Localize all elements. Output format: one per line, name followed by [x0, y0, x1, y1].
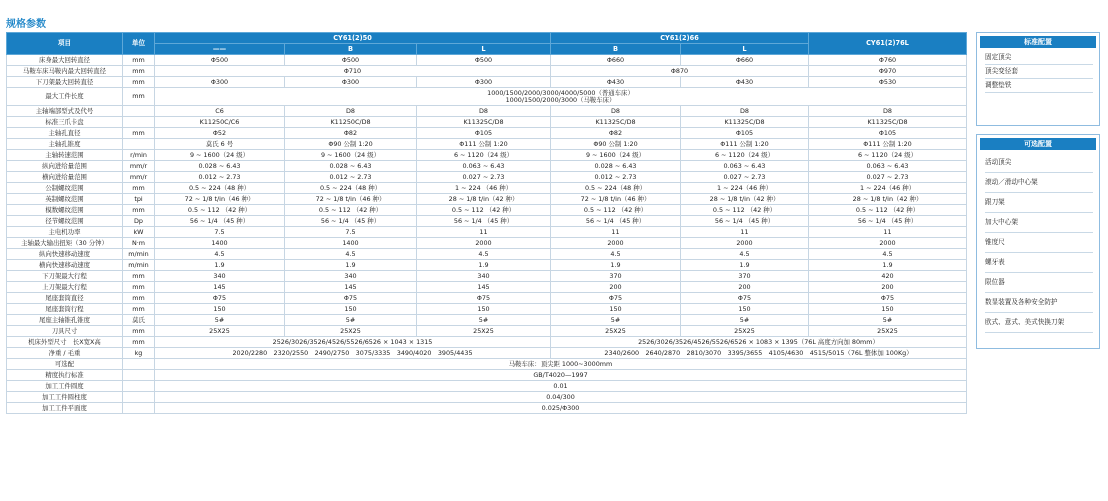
optional-config-item: 锥度尺 — [985, 233, 1093, 253]
table-cell: 0.5 ~ 112 （42 种） — [155, 205, 285, 216]
table-cell: 340 — [155, 271, 285, 282]
table-cell: 0.012 ~ 2.73 — [155, 172, 285, 183]
row-unit — [123, 392, 155, 403]
row-unit: mm — [123, 128, 155, 139]
table-cell: Φ300 — [285, 77, 417, 88]
optional-config-panel — [976, 134, 1100, 349]
standard-config-item: 调整垫铁 — [985, 79, 1093, 93]
header-model-group-3: CY61(2)76L — [809, 33, 967, 55]
row-label: 主轴转速范围 — [7, 150, 123, 161]
table-cell: GB/T4020—1997 — [155, 370, 967, 381]
row-label: 径节螺纹范围 — [7, 216, 123, 227]
page-title: 规格参数 — [6, 19, 46, 30]
row-unit — [123, 381, 155, 392]
table-cell: 72 ~ 1/8 t/in（46 种） — [285, 194, 417, 205]
table-cell: 150 — [551, 304, 681, 315]
table-cell: 7.5 — [155, 227, 285, 238]
table-cell: D8 — [809, 106, 967, 117]
table-row — [7, 216, 967, 227]
table-cell: 1 ~ 224（46 种） — [809, 183, 967, 194]
table-cell: 370 — [551, 271, 681, 282]
table-cell: Φ105 — [809, 128, 967, 139]
table-cell: 9 ~ 1600（24 级） — [551, 150, 681, 161]
optional-config-item: 螺牙表 — [985, 253, 1093, 273]
table-cell: 6 ~ 1120（24 级） — [417, 150, 551, 161]
table-cell: D8 — [681, 106, 809, 117]
table-cell: 56 ~ 1/4 （45 种） — [417, 216, 551, 227]
subheader-cell: B — [551, 44, 681, 55]
table-cell: 5# — [285, 315, 417, 326]
table-cell: Φ90 公制 1:20 — [285, 139, 417, 150]
table-cell: 0.027 ~ 2.73 — [417, 172, 551, 183]
row-unit: mm — [123, 271, 155, 282]
table-cell: 56 ~ 1/4 （45 种） — [155, 216, 285, 227]
table-row — [7, 88, 967, 106]
table-cell: 0.028 ~ 6.43 — [155, 161, 285, 172]
row-unit: kg — [123, 348, 155, 359]
table-cell: 0.063 ~ 6.43 — [681, 161, 809, 172]
table-row — [7, 205, 967, 216]
table-cell: Φ710 — [155, 66, 551, 77]
table-cell: Φ75 — [417, 293, 551, 304]
row-unit — [123, 359, 155, 370]
row-label: 主轴端部型式及代号 — [7, 106, 123, 117]
row-unit: mm/r — [123, 161, 155, 172]
table-cell: 11 — [551, 227, 681, 238]
table-cell: 200 — [551, 282, 681, 293]
table-cell: 1.9 — [155, 260, 285, 271]
table-cell: 25X25 — [417, 326, 551, 337]
table-row — [7, 172, 967, 183]
table-cell: 145 — [417, 282, 551, 293]
table-cell: Φ300 — [155, 77, 285, 88]
table-cell: 150 — [155, 304, 285, 315]
table-cell: 0.063 ~ 6.43 — [417, 161, 551, 172]
row-unit: N·m — [123, 238, 155, 249]
table-cell: Φ75 — [551, 293, 681, 304]
table-cell: Φ530 — [809, 77, 967, 88]
table-cell: 1400 — [155, 238, 285, 249]
row-label: 横向进给量范围 — [7, 172, 123, 183]
table-row — [7, 381, 967, 392]
table-cell: 0.028 ~ 6.43 — [285, 161, 417, 172]
table-cell: 145 — [155, 282, 285, 293]
table-row — [7, 348, 967, 359]
table-cell: Φ660 — [681, 55, 809, 66]
row-label: 精度执行标准 — [7, 370, 123, 381]
table-row — [7, 150, 967, 161]
row-unit: mm — [123, 88, 155, 106]
table-cell: 0.5 ~ 224（48 种） — [155, 183, 285, 194]
table-cell: 0.063 ~ 6.43 — [809, 161, 967, 172]
table-row — [7, 337, 967, 348]
table-cell: 0.5 ~ 112 （42 种） — [551, 205, 681, 216]
table-row — [7, 282, 967, 293]
table-row — [7, 128, 967, 139]
table-cell: 200 — [809, 282, 967, 293]
table-cell: 2000 — [551, 238, 681, 249]
table-cell: 0.01 — [155, 381, 967, 392]
table-cell: 1.9 — [285, 260, 417, 271]
table-cell: 28 ~ 1/8 t/in（42 种） — [681, 194, 809, 205]
table-cell: 2020/2280 2320/2550 2490/2750 3075/3335 3490/4020 3905/4435 — [155, 348, 551, 359]
table-cell: 莫氏 6 号 — [155, 139, 285, 150]
row-label: 加工工件圆柱度 — [7, 392, 123, 403]
table-cell: Φ660 — [551, 55, 681, 66]
table-cell: Φ300 — [417, 77, 551, 88]
table-row — [7, 117, 967, 128]
row-label: 纵向快速移动速度 — [7, 249, 123, 260]
table-cell: 56 ~ 1/4 （45 种） — [681, 216, 809, 227]
table-cell: 0.04/300 — [155, 392, 967, 403]
row-label: 机床外型尺寸 长X宽X高 — [7, 337, 123, 348]
table-cell: 25X25 — [285, 326, 417, 337]
row-unit: 莫氏 — [123, 315, 155, 326]
row-label: 主轴最大输出扭矩（30 分钟） — [7, 238, 123, 249]
table-cell: 370 — [681, 271, 809, 282]
row-label: 尾座套筒行程 — [7, 304, 123, 315]
row-label: 最大工件长度 — [7, 88, 123, 106]
row-unit: mm — [123, 205, 155, 216]
subheader-cell: —— — [155, 44, 285, 55]
table-cell: 420 — [809, 271, 967, 282]
table-cell: D8 — [285, 106, 417, 117]
table-row — [7, 370, 967, 381]
table-cell: K11325C/D8 — [417, 117, 551, 128]
row-unit: m/min — [123, 260, 155, 271]
row-unit: mm — [123, 326, 155, 337]
table-cell: 6 ~ 1120（24 级） — [681, 150, 809, 161]
table-cell: 0.027 ~ 2.73 — [809, 172, 967, 183]
row-unit — [123, 117, 155, 128]
table-cell: 4.5 — [809, 249, 967, 260]
table-row — [7, 139, 967, 150]
row-unit: mm — [123, 183, 155, 194]
row-unit: mm — [123, 66, 155, 77]
table-cell: Φ430 — [551, 77, 681, 88]
table-cell: 5# — [681, 315, 809, 326]
table-cell: 0.027 ~ 2.73 — [681, 172, 809, 183]
table-cell: 28 ~ 1/8 t/in（42 种） — [417, 194, 551, 205]
table-cell: 25X25 — [155, 326, 285, 337]
table-cell: 4.5 — [417, 249, 551, 260]
table-cell: K11325C/D8 — [551, 117, 681, 128]
row-label: 主电机功率 — [7, 227, 123, 238]
table-cell: Φ111 公制 1:20 — [417, 139, 551, 150]
table-cell: 0.5 ~ 112 （42 种） — [417, 205, 551, 216]
subheader-cell: B — [285, 44, 417, 55]
table-row — [7, 55, 967, 66]
row-unit — [123, 403, 155, 414]
table-cell: 5# — [551, 315, 681, 326]
table-cell: K11250C/D8 — [285, 117, 417, 128]
row-label: 加工工件平面度 — [7, 403, 123, 414]
spec-table — [6, 32, 967, 414]
table-cell: 0.012 ~ 2.73 — [285, 172, 417, 183]
optional-config-item: 跟刀架 — [985, 193, 1093, 213]
table-cell: 6 ~ 1120（24 级） — [809, 150, 967, 161]
table-cell: 200 — [681, 282, 809, 293]
table-cell: 340 — [285, 271, 417, 282]
row-unit: mm — [123, 337, 155, 348]
table-row — [7, 403, 967, 414]
table-cell: 9 ~ 1600（24 级） — [155, 150, 285, 161]
table-row — [7, 66, 967, 77]
table-row — [7, 315, 967, 326]
row-unit: tpi — [123, 194, 155, 205]
table-cell: 1.9 — [809, 260, 967, 271]
table-cell: 11 — [681, 227, 809, 238]
table-cell: Φ111 公制 1:20 — [809, 139, 967, 150]
table-cell: 4.5 — [551, 249, 681, 260]
table-cell: Φ500 — [155, 55, 285, 66]
table-cell: 9 ~ 1600（24 级） — [285, 150, 417, 161]
row-unit: r/min — [123, 150, 155, 161]
table-cell: Φ760 — [809, 55, 967, 66]
table-row — [7, 77, 967, 88]
table-cell: Φ75 — [809, 293, 967, 304]
row-label: 主轴孔锥度 — [7, 139, 123, 150]
row-label: 模数螺纹范围 — [7, 205, 123, 216]
table-cell: K11250C/C6 — [155, 117, 285, 128]
table-row — [7, 359, 967, 370]
table-cell: D8 — [417, 106, 551, 117]
row-unit: m/min — [123, 249, 155, 260]
subheader-cell: L — [681, 44, 809, 55]
row-unit: mm — [123, 282, 155, 293]
row-unit: mm — [123, 77, 155, 88]
row-unit — [123, 139, 155, 150]
row-label: 横向快速移动速度 — [7, 260, 123, 271]
row-unit: Dp — [123, 216, 155, 227]
table-cell: 340 — [417, 271, 551, 282]
optional-config-item: 活动顶尖 — [985, 153, 1093, 173]
row-label: 下刀架最大回转直径 — [7, 77, 123, 88]
table-cell: 5# — [417, 315, 551, 326]
table-cell: 马鞍车床：顶尖距 1000~3000mm — [155, 359, 967, 370]
row-unit: mm — [123, 293, 155, 304]
table-header-row — [7, 33, 967, 44]
row-label: 刀具尺寸 — [7, 326, 123, 337]
optional-config-item: 欧式、意式、美式快换刀架 — [985, 313, 1093, 333]
table-cell: K11325C/D8 — [809, 117, 967, 128]
table-row — [7, 227, 967, 238]
table-cell: K11325C/D8 — [681, 117, 809, 128]
table-cell: 2526/3026/3526/4526/5526/6526 × 1043 × 1315 — [155, 337, 551, 348]
table-cell: 0.028 ~ 6.43 — [551, 161, 681, 172]
table-cell: Φ500 — [417, 55, 551, 66]
row-label: 床身最大回转直径 — [7, 55, 123, 66]
row-label: 尾座主轴锥孔锥度 — [7, 315, 123, 326]
optional-config-item: 加大中心架 — [985, 213, 1093, 233]
table-row — [7, 238, 967, 249]
table-cell: 1.9 — [417, 260, 551, 271]
header-item: 项目 — [7, 33, 123, 55]
table-cell: 0.012 ~ 2.73 — [551, 172, 681, 183]
table-row — [7, 392, 967, 403]
standard-config-item: 固定顶尖 — [985, 51, 1093, 65]
table-cell: Φ105 — [417, 128, 551, 139]
standard-config-item: 顶尖变径套 — [985, 65, 1093, 79]
table-cell: 4.5 — [285, 249, 417, 260]
row-unit — [123, 370, 155, 381]
optional-config-item: 滚动／滑动中心架 — [985, 173, 1093, 193]
table-cell: D8 — [551, 106, 681, 117]
table-cell: 150 — [681, 304, 809, 315]
table-cell: 150 — [809, 304, 967, 315]
table-cell: 72 ~ 1/8 t/in（46 种） — [551, 194, 681, 205]
optional-config-title: 可选配置 — [980, 138, 1096, 150]
table-cell: 145 — [285, 282, 417, 293]
table-cell: 28 ~ 1/8 t/in（42 种） — [809, 194, 967, 205]
table-cell: 2526/3026/3526/4526/5526/6526 × 1083 × 1395（76L 高度方向加 80mm） — [551, 337, 967, 348]
row-unit — [123, 106, 155, 117]
table-cell: 150 — [417, 304, 551, 315]
table-row — [7, 304, 967, 315]
row-label: 净重 / 毛重 — [7, 348, 123, 359]
table-row — [7, 326, 967, 337]
header-unit: 单位 — [123, 33, 155, 55]
table-row — [7, 106, 967, 117]
table-cell: 11 — [417, 227, 551, 238]
row-label: 马鞍车床马鞍内最大回转直径 — [7, 66, 123, 77]
row-unit: kW — [123, 227, 155, 238]
table-cell: Φ82 — [285, 128, 417, 139]
table-cell: Φ82 — [551, 128, 681, 139]
table-cell: 56 ~ 1/4 （45 种） — [285, 216, 417, 227]
optional-config-item: 限位器 — [985, 273, 1093, 293]
row-label: 主轴孔直径 — [7, 128, 123, 139]
row-label: 下刀架最大行程 — [7, 271, 123, 282]
table-cell: 56 ~ 1/4 （45 种） — [551, 216, 681, 227]
table-cell: Φ430 — [681, 77, 809, 88]
table-cell: 0.5 ~ 112 （42 种） — [681, 205, 809, 216]
row-unit: mm — [123, 304, 155, 315]
table-cell: 25X25 — [809, 326, 967, 337]
table-cell: Φ75 — [155, 293, 285, 304]
standard-config-title: 标准配置 — [980, 36, 1096, 48]
table-cell: Φ75 — [681, 293, 809, 304]
table-row — [7, 194, 967, 205]
table-cell: 5# — [155, 315, 285, 326]
table-cell: 1 ~ 224 （46 种） — [417, 183, 551, 194]
table-cell: Φ105 — [681, 128, 809, 139]
table-cell: 1 ~ 224（46 种） — [681, 183, 809, 194]
row-label: 加工工件圆度 — [7, 381, 123, 392]
standard-config-panel — [976, 32, 1100, 126]
table-cell: 1.9 — [681, 260, 809, 271]
header-model-group-2: CY61(2)66 — [551, 33, 809, 44]
table-cell: 0.5 ~ 112 （42 种） — [809, 205, 967, 216]
table-row — [7, 183, 967, 194]
table-cell: Φ90 公制 1:20 — [551, 139, 681, 150]
row-unit: mm — [123, 55, 155, 66]
table-cell: Φ870 — [551, 66, 809, 77]
table-cell: 25X25 — [551, 326, 681, 337]
table-row — [7, 249, 967, 260]
row-label: 公制螺纹范围 — [7, 183, 123, 194]
row-label: 尾座套筒直径 — [7, 293, 123, 304]
row-label: 上刀架最大行程 — [7, 282, 123, 293]
row-label: 可选配 — [7, 359, 123, 370]
table-cell: 4.5 — [155, 249, 285, 260]
optional-config-item: 数显装置及各种安全防护 — [985, 293, 1093, 313]
table-row — [7, 161, 967, 172]
table-cell: 0.5 ~ 224（48 种） — [285, 183, 417, 194]
table-cell: Φ75 — [285, 293, 417, 304]
table-cell: 56 ~ 1/4 （45 种） — [809, 216, 967, 227]
table-cell: 4.5 — [681, 249, 809, 260]
row-unit: mm/r — [123, 172, 155, 183]
table-cell: 1400 — [285, 238, 417, 249]
table-cell: 2000 — [809, 238, 967, 249]
table-row — [7, 260, 967, 271]
table-cell: 2340/2600 2640/2870 2810/3070 3395/3655 4105/4630 4515/5015（76L 整体加 100Kg） — [551, 348, 967, 359]
table-cell: 1.9 — [551, 260, 681, 271]
table-cell: 7.5 — [285, 227, 417, 238]
table-cell: Φ970 — [809, 66, 967, 77]
table-cell: Φ111 公制 1:20 — [681, 139, 809, 150]
table-cell: 1000/1500/2000/3000/4000/5000（普通车床） 1000/1500/2000/3000（马鞍车床） — [155, 88, 967, 106]
table-row — [7, 271, 967, 282]
table-cell: 150 — [285, 304, 417, 315]
table-cell: 5# — [809, 315, 967, 326]
table-cell: 0.5 ~ 224（48 种） — [551, 183, 681, 194]
table-cell: 2000 — [417, 238, 551, 249]
table-cell: 0.5 ~ 112 （42 种） — [285, 205, 417, 216]
header-model-group-1: CY61(2)50 — [155, 33, 551, 44]
table-row — [7, 293, 967, 304]
table-cell: 0.025/Φ300 — [155, 403, 967, 414]
table-cell: 11 — [809, 227, 967, 238]
row-label: 纵向进给量范围 — [7, 161, 123, 172]
table-cell: C6 — [155, 106, 285, 117]
table-cell: Φ52 — [155, 128, 285, 139]
table-cell: 72 ~ 1/8 t/in（46 种） — [155, 194, 285, 205]
table-cell: 25X25 — [681, 326, 809, 337]
row-label: 标准三爪卡盘 — [7, 117, 123, 128]
subheader-cell: L — [417, 44, 551, 55]
table-cell: Φ500 — [285, 55, 417, 66]
table-cell: 2000 — [681, 238, 809, 249]
row-label: 英制螺纹范围 — [7, 194, 123, 205]
